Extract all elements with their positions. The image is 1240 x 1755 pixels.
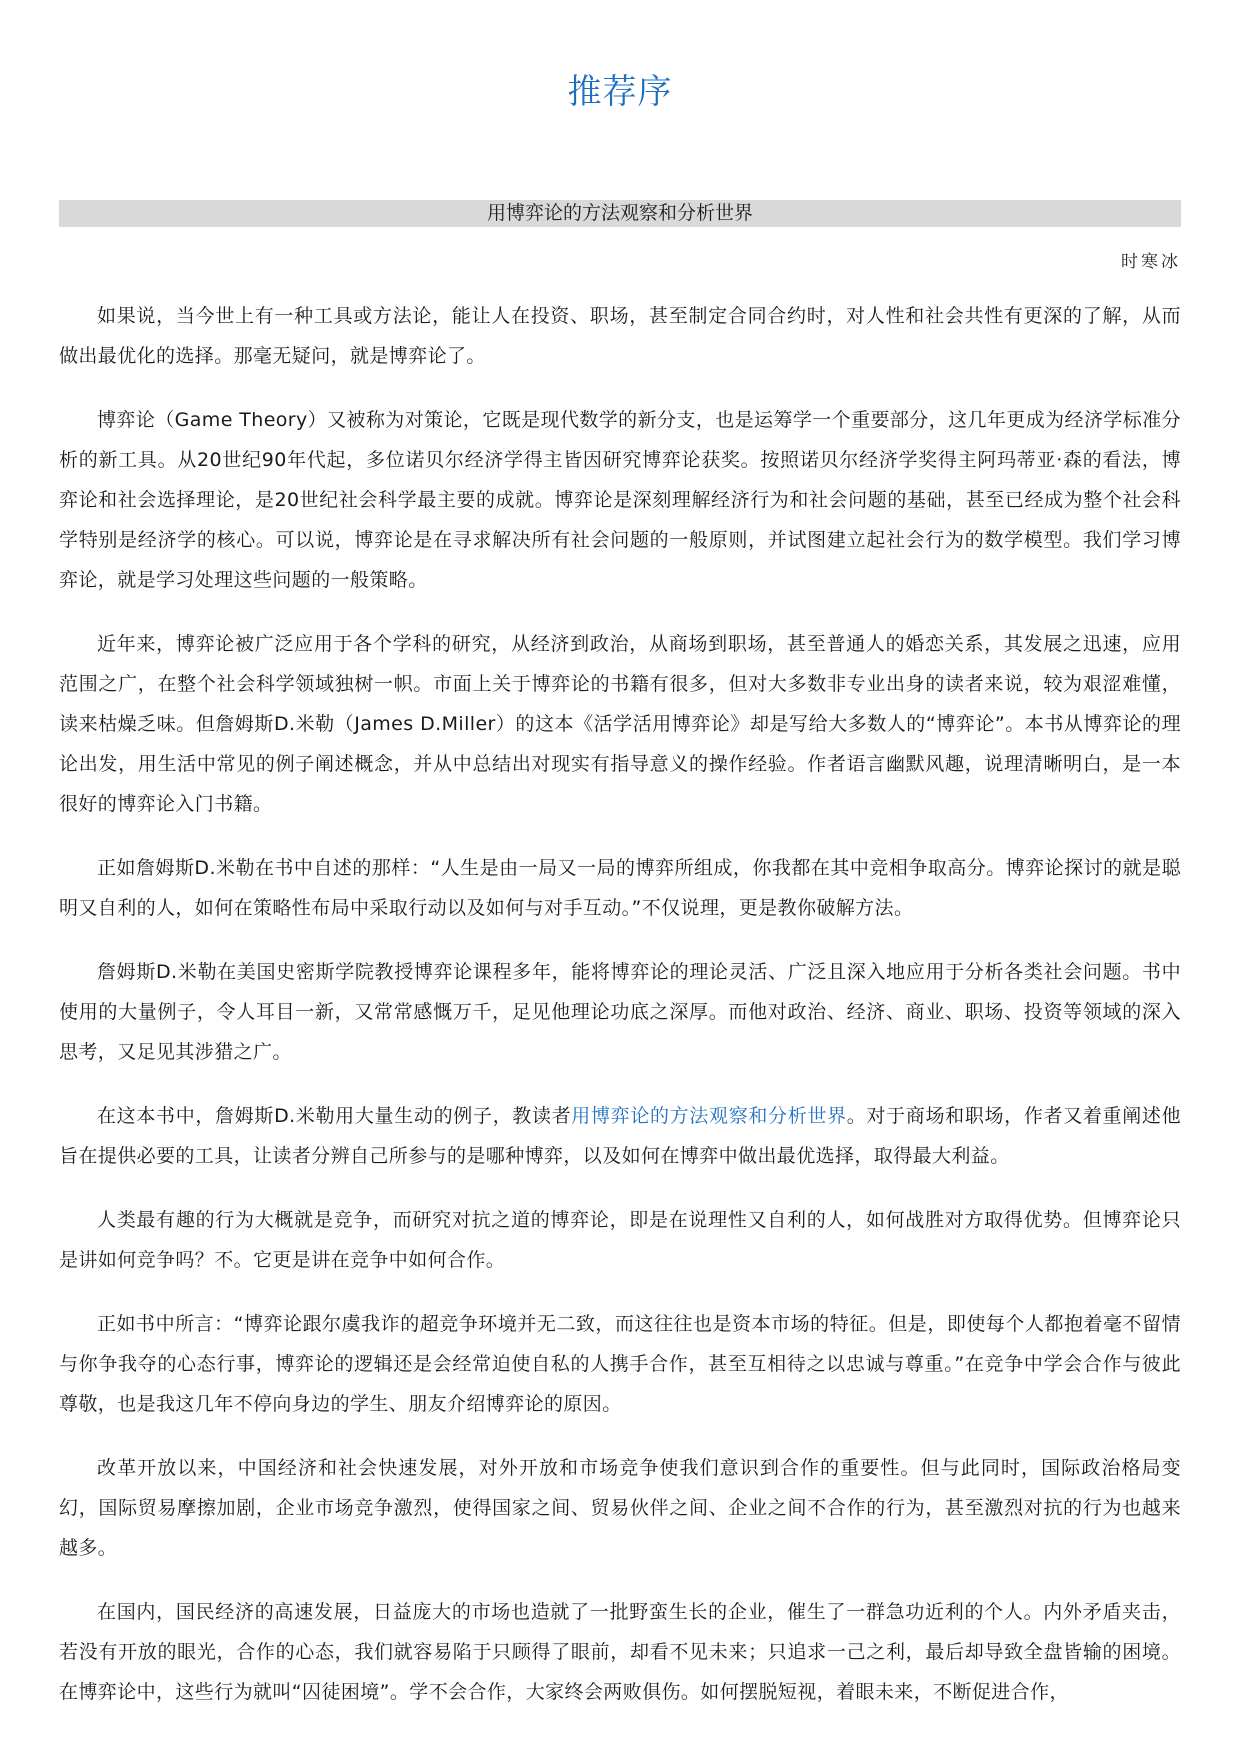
paragraph-10: 在国内，国民经济的高速发展，日益庞大的市场也造就了一批野蛮生长的企业，催生了一群急功近利的个人。内外矛盾夹击，若没有开放的眼光，合作的心态，我们就容易陷于只顾得了眼前，却看不见未来；只追求一己之利，最后却导致全盘皆输的困境。在博弈论中，这些行为就叫“囚徒困境”。学不会合作，大家终会两败俱伤。如何摆脱短视，着眼未来，不断促进合作， [59, 1601, 1181, 1703]
author-name: 时寒冰 [1121, 252, 1181, 272]
paragraph-8: 正如书中所言：“博弈论跟尔虞我诈的超竞争环境并无二致，而这往往也是资本市场的特征。但是，即使每个人都抱着毫不留情与你争我夺的心态行事，博弈论的逻辑还是会经常迫使自私的人携手合作，甚至互相待之以忠诚与尊重。”在竞争中学会合作与彼此尊敬，也是我这几年不停向身边的学生、朋友介绍博弈论的原因。 [59, 1313, 1181, 1415]
subtitle-bar: 用博弈论的方法观察和分析世界 [59, 200, 1181, 227]
page-title: 推荐序 [567, 72, 673, 112]
paragraph-7: 人类最有趣的行为大概就是竞争，而研究对抗之道的博弈论，即是在说理性又自利的人，如何战胜对方取得优势。但博弈论只是讲如何竞争吗？不。它更是讲在竞争中如何合作。 [59, 1209, 1181, 1271]
paragraph-3: 近年来，博弈论被广泛应用于各个学科的研究，从经济到政治，从商场到职场，甚至普通人的婚恋关系，其发展之迅速，应用范围之广，在整个社会科学领域独树一帜。市面上关于博弈论的书籍有很多，但对大多数非专业出身的读者来说，较为艰涩难懂，读来枯燥乏味。但詹姆斯D.米勒（James D.Miller）的这本《活学活用博弈论》却是写给大多数人的“博弈论”。本书从博弈论的理论出发，用生活中常见的例子阐述概念，并从中总结出对现实有指导意义的操作经验。作者语言幽默风趣，说理清晰明白，是一本很好的博弈论入门书籍。 [59, 633, 1181, 815]
paragraph-1: 如果说，当今世上有一种工具或方法论，能让人在投资、职场，甚至制定合同合约时，对人性和社会共性有更深的了解，从而做出最优化的选择。那毫无疑问，就是博弈论了。 [59, 305, 1181, 367]
paragraph-4: 正如詹姆斯D.米勒在书中自述的那样：“人生是由一局又一局的博弈所组成，你我都在其中竞相争取高分。博弈论探讨的就是聪明又自利的人，如何在策略性布局中采取行动以及如何与对手互动。”不仅说理，更是教你破解方法。 [59, 857, 1181, 919]
paragraph-5: 詹姆斯D.米勒在美国史密斯学院教授博弈论课程多年，能将博弈论的理论灵活、广泛且深入地应用于分析各类社会问题。书中使用的大量例子，令人耳目一新，又常常感慨万千，足见他理论功底之深厚。而他对政治、经济、商业、职场、投资等领域的深入思考，又足见其涉猎之广。 [59, 961, 1181, 1063]
book-title-link[interactable]: 用博弈论的方法观察和分析世界 [571, 1105, 847, 1127]
body-text [59, 296, 1181, 1712]
paragraph-9: 改革开放以来，中国经济和社会快速发展，对外开放和市场竞争使我们意识到合作的重要性。但与此同时，国际政治格局变幻，国际贸易摩擦加剧，企业市场竞争激烈，使得国家之间、贸易伙伴之间、企业之间不合作的行为，甚至激烈对抗的行为也越来越多。 [59, 1457, 1181, 1559]
paragraph-6-after: 。对于商场和职场，作者又着重阐述他旨在提供必要的工具，让读者分辨自己所参与的是哪种博弈，以及如何在博弈中做出最优选择，取得最大利益。 [59, 1105, 1181, 1167]
paragraph-2: 博弈论（Game Theory）又被称为对策论，它既是现代数学的新分支，也是运筹学一个重要部分，这几年更成为经济学标准分析的新工具。从20世纪90年代起，多位诺贝尔经济学得主皆因研究博弈论获奖。按照诺贝尔经济学奖得主阿玛蒂亚·森的看法，博弈论和社会选择理论，是20世纪社会科学最主要的成就。博弈论是深刻理解经济行为和社会问题的基础，甚至已经成为整个社会科学特别是经济学的核心。可以说，博弈论是在寻求解决所有社会问题的一般原则，并试图建立起社会行为的数学模型。我们学习博弈论，就是学习处理这些问题的一般策略。 [59, 409, 1181, 591]
paragraph-6-before: 在这本书中，詹姆斯D.米勒用大量生动的例子，教读者 [97, 1105, 572, 1127]
paragraph-6 [59, 1096, 1181, 1176]
